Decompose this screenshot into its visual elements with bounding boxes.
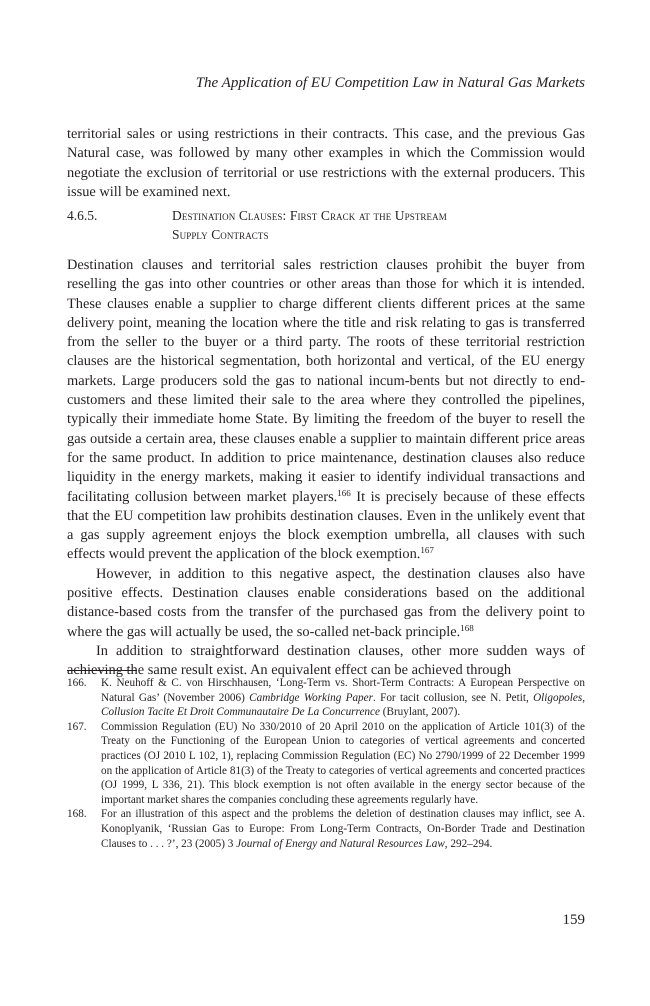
footnote (67, 807, 585, 851)
section-title (172, 206, 447, 244)
page-number: 159 (562, 912, 585, 928)
paragraph (67, 256, 585, 565)
section-title-line2: Supply Contracts (172, 227, 269, 242)
paragraph (67, 565, 585, 642)
footnote-divider (67, 670, 137, 671)
running-head: The Application of EU Competition Law in Natural Gas Markets (195, 75, 585, 91)
footnote-ref: 167 (420, 545, 434, 556)
footnote-text: Commission Regulation (EU) No 330/2010 of 20 April 2010 on the application of Article 101(3) of the Treaty on the Functioning of the European Union to categories of vertical agreements and concerted practices (OJ 2010 L 102, 1), replacing Commission Regulation (EC) No 2790/1999 of 22 December 1999 on the application of Article 81(3) of the Treaty to categories of vertical agreements and concerted practices (OJ 1999, L 336, 21). This block exemption is not often available in the energy sector because of the important market shares the companies concluding these agreements regularly have. (101, 720, 585, 806)
footnote (67, 720, 585, 808)
footnote-number: 168. (67, 808, 87, 821)
paragraph-text: Destination clauses and territorial sales restriction clauses prohibit the buyer from reselling the gas into other countries or other areas than those for which it is intended. These clauses enable a supplier to charge different clients different prices at the same delivery point, meaning the location where the title and risk relating to gas is transferred from the seller to the buyer or a third party. The roots of these territorial restriction clauses are the historical segmentation, both horizontal and vertical, of the EU energy markets. Large producers sold the gas to national incum-bents but not directly to end-customers and these limited their sale to the area where they controlled the pipelines, typically their immediate home State. By limiting the freedom of the buyer to resell the gas outside a certain area, these clauses enable a supplier to maintain different price areas for the same product. In addition to price maintenance, destination clauses also reduce liquidity in the energy markets, making it easier to identify individual transactions and facilitating collusion between market players. (67, 257, 585, 505)
section-body (67, 256, 585, 681)
footnote (67, 676, 585, 720)
section-title-line1: Destination Clauses: First Crack at the Upstream (172, 208, 447, 223)
footnote-number: 166. (67, 677, 87, 689)
footnote-number: 167. (67, 720, 87, 733)
paragraph-text: It is precisely because of these effects that the EU competition law prohibits destination clauses. Even in the unlikely event that a gas supply agreement enjoys the block exemption umbrella, all clauses with such effects would prevent the application of the block exemption. (67, 488, 585, 563)
intro-paragraph: territorial sales or using restrictions in their contracts. This case, and the previous Gas Natural case, was followed by many other examples in which the Commission would negotiate the exclusion of territorial or use restrictions with the external producers. This issue will be examined next. (67, 126, 585, 200)
section-number: 4.6.5. (67, 208, 98, 223)
footnote-text: . For tacit collusion, see N. Petit, (372, 691, 534, 704)
footnote-ref: 166 (337, 487, 351, 498)
paragraph (67, 642, 585, 681)
footnote-ref: 168 (460, 622, 474, 633)
footnotes (67, 676, 585, 851)
footnote-title: Cambridge Working Paper (249, 691, 373, 704)
footnote-title: Journal of Energy and Natural Resources Law (236, 837, 445, 850)
paragraph-text: However, in addition to this negative aspect, the destination clauses also have positive effects. Destination clauses enable considerations based on the additional distance-based costs from the transfer of the purchased gas from the delivery point to where the gas will actually be used, the so-called net-back principle. (67, 565, 585, 640)
footnote-title: Oligopoles, Collusion Tacite Et Droit Communautaire De La Concurrence (101, 691, 585, 719)
footnote-text: For an illustration of this aspect and the problems the deletion of destination clauses may inflict, see A. Konoplyanik, ‘Russian Gas to Europe: From Long-Term Contracts, On-Border Trade and Destination Clauses to . . . ?’, 23 (2005) 3 (101, 808, 585, 850)
footnote-text: , 292–294. (444, 837, 493, 850)
footnote-text: (Bruylant, 2007). (379, 706, 461, 719)
footnote-text: K. Neuhoff & C. von Hirschhausen, ‘Long-Term vs. Short-Term Contracts: A European Perspective on Natural Gas’ (November 2006) (101, 677, 585, 704)
paragraph-text: In addition to straightforward destination clauses, other more sudden ways of achieving the same result exist. An equivalent effect can be achieved through (67, 642, 585, 679)
